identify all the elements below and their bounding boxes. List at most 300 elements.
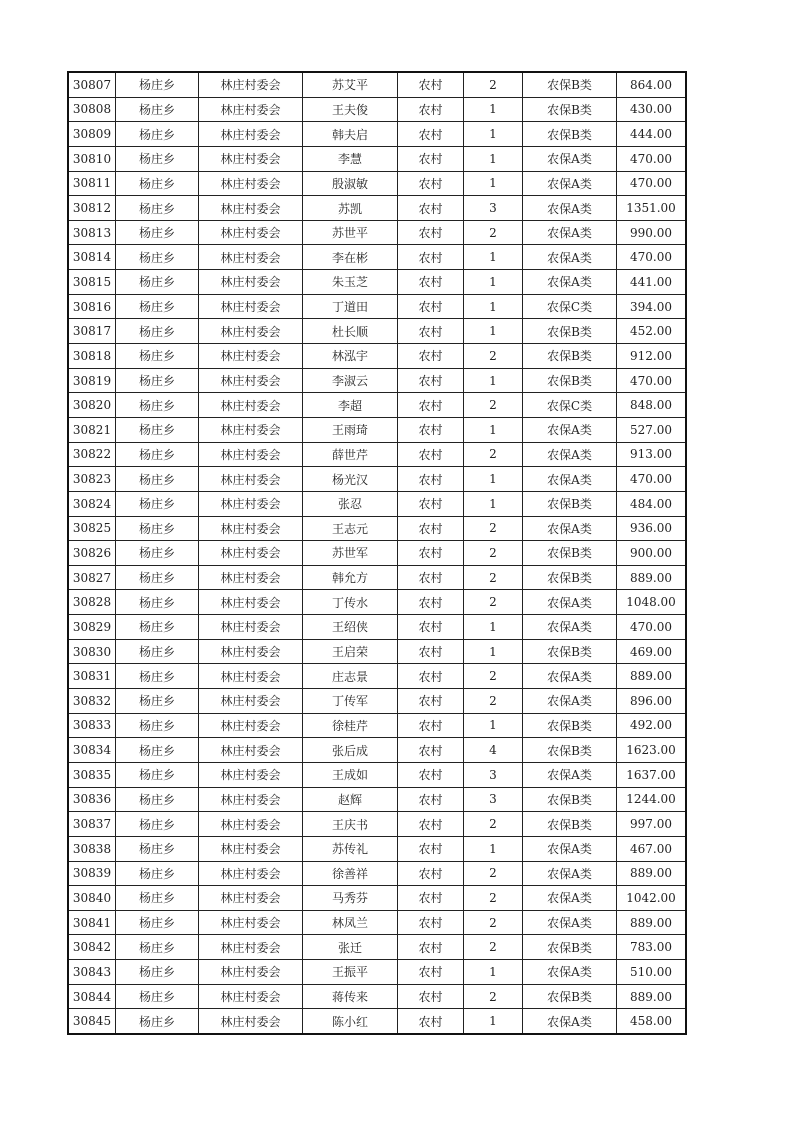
amount-cell: 452.00 [617,319,687,344]
township-cell: 杨庄乡 [116,787,199,812]
household-type-cell: 农村 [398,984,464,1009]
table-row [68,886,686,911]
amount-cell: 889.00 [617,565,687,590]
serial-number-cell: 30833 [68,713,116,738]
insurance-category-cell: 农保B类 [523,97,617,122]
township-cell: 杨庄乡 [116,935,199,960]
name-cell: 杨光汉 [303,467,398,492]
table-row [68,72,686,97]
serial-number-cell: 30814 [68,245,116,270]
member-count-cell: 2 [464,541,523,566]
table-row [68,689,686,714]
insurance-category-cell: 农保B类 [523,344,617,369]
member-count-cell: 3 [464,762,523,787]
serial-number-cell: 30821 [68,417,116,442]
member-count-cell: 2 [464,516,523,541]
name-cell: 林泓宇 [303,344,398,369]
member-count-cell: 2 [464,565,523,590]
insurance-category-cell: 农保A类 [523,467,617,492]
township-cell: 杨庄乡 [116,713,199,738]
name-cell: 王成如 [303,762,398,787]
member-count-cell: 2 [464,812,523,837]
insurance-category-cell: 农保B类 [523,368,617,393]
household-type-cell: 农村 [398,245,464,270]
village-committee-cell: 林庄村委会 [199,417,303,442]
table-row [68,516,686,541]
member-count-cell: 3 [464,196,523,221]
village-committee-cell: 林庄村委会 [199,861,303,886]
table-row [68,960,686,985]
household-type-cell: 农村 [398,467,464,492]
village-committee-cell: 林庄村委会 [199,122,303,147]
amount-cell: 889.00 [617,664,687,689]
serial-number-cell: 30824 [68,491,116,516]
name-cell: 苏艾平 [303,72,398,97]
village-committee-cell: 林庄村委会 [199,762,303,787]
name-cell: 陈小红 [303,1009,398,1034]
insurance-category-cell: 农保A类 [523,196,617,221]
member-count-cell: 2 [464,886,523,911]
township-cell: 杨庄乡 [116,146,199,171]
table-row [68,171,686,196]
insurance-category-cell: 农保A类 [523,270,617,295]
village-committee-cell: 林庄村委会 [199,196,303,221]
insurance-category-cell: 农保A类 [523,960,617,985]
township-cell: 杨庄乡 [116,565,199,590]
village-committee-cell: 林庄村委会 [199,220,303,245]
serial-number-cell: 30826 [68,541,116,566]
table-body [68,72,686,1034]
name-cell: 丁传军 [303,689,398,714]
member-count-cell: 2 [464,72,523,97]
serial-number-cell: 30838 [68,836,116,861]
member-count-cell: 3 [464,787,523,812]
serial-number-cell: 30822 [68,442,116,467]
name-cell: 张忍 [303,491,398,516]
name-cell: 李慧 [303,146,398,171]
village-committee-cell: 林庄村委会 [199,368,303,393]
township-cell: 杨庄乡 [116,812,199,837]
amount-cell: 1048.00 [617,590,687,615]
village-committee-cell: 林庄村委会 [199,812,303,837]
household-type-cell: 农村 [398,270,464,295]
household-type-cell: 农村 [398,639,464,664]
serial-number-cell: 30818 [68,344,116,369]
township-cell: 杨庄乡 [116,72,199,97]
insurance-category-cell: 农保B类 [523,72,617,97]
insurance-category-cell: 农保B类 [523,122,617,147]
insurance-category-cell: 农保A类 [523,861,617,886]
village-committee-cell: 林庄村委会 [199,689,303,714]
name-cell: 李超 [303,393,398,418]
village-committee-cell: 林庄村委会 [199,1009,303,1034]
name-cell: 张迁 [303,935,398,960]
township-cell: 杨庄乡 [116,491,199,516]
data-table [67,71,687,1035]
member-count-cell: 2 [464,861,523,886]
serial-number-cell: 30829 [68,615,116,640]
member-count-cell: 2 [464,442,523,467]
township-cell: 杨庄乡 [116,368,199,393]
township-cell: 杨庄乡 [116,590,199,615]
table-row [68,565,686,590]
name-cell: 徐善祥 [303,861,398,886]
name-cell: 王志元 [303,516,398,541]
table-row [68,319,686,344]
village-committee-cell: 林庄村委会 [199,97,303,122]
member-count-cell: 1 [464,245,523,270]
name-cell: 赵辉 [303,787,398,812]
household-type-cell: 农村 [398,319,464,344]
member-count-cell: 1 [464,417,523,442]
amount-cell: 470.00 [617,467,687,492]
insurance-category-cell: 农保A类 [523,836,617,861]
table-row [68,220,686,245]
village-committee-cell: 林庄村委会 [199,516,303,541]
township-cell: 杨庄乡 [116,664,199,689]
name-cell: 张后成 [303,738,398,763]
name-cell: 丁传水 [303,590,398,615]
village-committee-cell: 林庄村委会 [199,442,303,467]
member-count-cell: 1 [464,713,523,738]
township-cell: 杨庄乡 [116,417,199,442]
amount-cell: 469.00 [617,639,687,664]
table-row [68,738,686,763]
name-cell: 殷淑敏 [303,171,398,196]
amount-cell: 896.00 [617,689,687,714]
member-count-cell: 2 [464,393,523,418]
table-row [68,417,686,442]
amount-cell: 444.00 [617,122,687,147]
township-cell: 杨庄乡 [116,762,199,787]
amount-cell: 912.00 [617,344,687,369]
insurance-category-cell: 农保B类 [523,787,617,812]
insurance-category-cell: 农保A类 [523,615,617,640]
name-cell: 韩夫启 [303,122,398,147]
serial-number-cell: 30843 [68,960,116,985]
village-committee-cell: 林庄村委会 [199,171,303,196]
amount-cell: 467.00 [617,836,687,861]
village-committee-cell: 林庄村委会 [199,713,303,738]
household-type-cell: 农村 [398,935,464,960]
township-cell: 杨庄乡 [116,344,199,369]
insurance-category-cell: 农保A类 [523,442,617,467]
serial-number-cell: 30839 [68,861,116,886]
insurance-category-cell: 农保A类 [523,146,617,171]
insurance-category-cell: 农保A类 [523,886,617,911]
amount-cell: 458.00 [617,1009,687,1034]
village-committee-cell: 林庄村委会 [199,565,303,590]
village-committee-cell: 林庄村委会 [199,836,303,861]
township-cell: 杨庄乡 [116,245,199,270]
table-row [68,787,686,812]
village-committee-cell: 林庄村委会 [199,270,303,295]
amount-cell: 394.00 [617,294,687,319]
name-cell: 丁道田 [303,294,398,319]
serial-number-cell: 30842 [68,935,116,960]
amount-cell: 470.00 [617,171,687,196]
insurance-category-cell: 农保C类 [523,393,617,418]
insurance-category-cell: 农保B类 [523,713,617,738]
village-committee-cell: 林庄村委会 [199,886,303,911]
village-committee-cell: 林庄村委会 [199,541,303,566]
amount-cell: 470.00 [617,146,687,171]
member-count-cell: 2 [464,984,523,1009]
household-type-cell: 农村 [398,836,464,861]
village-committee-cell: 林庄村委会 [199,393,303,418]
insurance-category-cell: 农保C类 [523,294,617,319]
township-cell: 杨庄乡 [116,836,199,861]
village-committee-cell: 林庄村委会 [199,491,303,516]
insurance-category-cell: 农保B类 [523,491,617,516]
member-count-cell: 1 [464,294,523,319]
household-type-cell: 农村 [398,787,464,812]
insurance-category-cell: 农保A类 [523,245,617,270]
serial-number-cell: 30808 [68,97,116,122]
name-cell: 马秀芬 [303,886,398,911]
serial-number-cell: 30832 [68,689,116,714]
insurance-category-cell: 农保A类 [523,220,617,245]
insurance-category-cell: 农保B类 [523,984,617,1009]
serial-number-cell: 30813 [68,220,116,245]
name-cell: 朱玉芝 [303,270,398,295]
table-row [68,812,686,837]
amount-cell: 1623.00 [617,738,687,763]
township-cell: 杨庄乡 [116,516,199,541]
name-cell: 苏世军 [303,541,398,566]
amount-cell: 470.00 [617,245,687,270]
insurance-category-cell: 农保A类 [523,516,617,541]
serial-number-cell: 30810 [68,146,116,171]
name-cell: 王雨琦 [303,417,398,442]
township-cell: 杨庄乡 [116,467,199,492]
village-committee-cell: 林庄村委会 [199,738,303,763]
name-cell: 王启荣 [303,639,398,664]
member-count-cell: 2 [464,689,523,714]
name-cell: 苏传礼 [303,836,398,861]
member-count-cell: 1 [464,122,523,147]
amount-cell: 470.00 [617,615,687,640]
household-type-cell: 农村 [398,72,464,97]
member-count-cell: 1 [464,1009,523,1034]
member-count-cell: 1 [464,467,523,492]
name-cell: 王振平 [303,960,398,985]
amount-cell: 889.00 [617,910,687,935]
insurance-category-cell: 农保A类 [523,689,617,714]
member-count-cell: 2 [464,590,523,615]
serial-number-cell: 30827 [68,565,116,590]
serial-number-cell: 30816 [68,294,116,319]
village-committee-cell: 林庄村委会 [199,72,303,97]
serial-number-cell: 30835 [68,762,116,787]
member-count-cell: 1 [464,615,523,640]
township-cell: 杨庄乡 [116,393,199,418]
insurance-category-cell: 农保A类 [523,171,617,196]
name-cell: 李淑云 [303,368,398,393]
village-committee-cell: 林庄村委会 [199,344,303,369]
household-type-cell: 农村 [398,738,464,763]
serial-number-cell: 30820 [68,393,116,418]
township-cell: 杨庄乡 [116,122,199,147]
table-row [68,245,686,270]
village-committee-cell: 林庄村委会 [199,245,303,270]
household-type-cell: 农村 [398,491,464,516]
member-count-cell: 2 [464,344,523,369]
household-type-cell: 农村 [398,541,464,566]
serial-number-cell: 30840 [68,886,116,911]
amount-cell: 484.00 [617,491,687,516]
household-type-cell: 农村 [398,196,464,221]
serial-number-cell: 30831 [68,664,116,689]
member-count-cell: 1 [464,836,523,861]
insurance-category-cell: 农保A类 [523,417,617,442]
name-cell: 王绍侠 [303,615,398,640]
household-type-cell: 农村 [398,615,464,640]
name-cell: 林凤兰 [303,910,398,935]
insurance-category-cell: 农保B类 [523,541,617,566]
serial-number-cell: 30837 [68,812,116,837]
name-cell: 杜长顺 [303,319,398,344]
name-cell: 苏凯 [303,196,398,221]
table-row [68,762,686,787]
township-cell: 杨庄乡 [116,960,199,985]
village-committee-cell: 林庄村委会 [199,467,303,492]
township-cell: 杨庄乡 [116,541,199,566]
insurance-category-cell: 农保B类 [523,565,617,590]
insurance-category-cell: 农保A类 [523,590,617,615]
amount-cell: 470.00 [617,368,687,393]
table-row [68,713,686,738]
table-row [68,491,686,516]
amount-cell: 1351.00 [617,196,687,221]
household-type-cell: 农村 [398,861,464,886]
table-row [68,294,686,319]
household-type-cell: 农村 [398,762,464,787]
township-cell: 杨庄乡 [116,689,199,714]
amount-cell: 527.00 [617,417,687,442]
serial-number-cell: 30812 [68,196,116,221]
table-row [68,393,686,418]
village-committee-cell: 林庄村委会 [199,590,303,615]
serial-number-cell: 30844 [68,984,116,1009]
household-type-cell: 农村 [398,713,464,738]
member-count-cell: 1 [464,368,523,393]
amount-cell: 889.00 [617,861,687,886]
member-count-cell: 1 [464,146,523,171]
household-type-cell: 农村 [398,368,464,393]
serial-number-cell: 30825 [68,516,116,541]
amount-cell: 492.00 [617,713,687,738]
township-cell: 杨庄乡 [116,910,199,935]
amount-cell: 441.00 [617,270,687,295]
village-committee-cell: 林庄村委会 [199,664,303,689]
amount-cell: 990.00 [617,220,687,245]
member-count-cell: 2 [464,664,523,689]
village-committee-cell: 林庄村委会 [199,615,303,640]
name-cell: 薛世芹 [303,442,398,467]
table-row [68,639,686,664]
name-cell: 苏世平 [303,220,398,245]
member-count-cell: 2 [464,935,523,960]
name-cell: 庄志景 [303,664,398,689]
amount-cell: 783.00 [617,935,687,960]
serial-number-cell: 30807 [68,72,116,97]
insurance-category-cell: 农保B类 [523,935,617,960]
name-cell: 王庆书 [303,812,398,837]
name-cell: 王夫俊 [303,97,398,122]
name-cell: 韩允方 [303,565,398,590]
amount-cell: 510.00 [617,960,687,985]
table-row [68,1009,686,1034]
insurance-category-cell: 农保B类 [523,639,617,664]
serial-number-cell: 30830 [68,639,116,664]
household-type-cell: 农村 [398,886,464,911]
table-row [68,664,686,689]
household-type-cell: 农村 [398,393,464,418]
serial-number-cell: 30828 [68,590,116,615]
township-cell: 杨庄乡 [116,639,199,664]
amount-cell: 889.00 [617,984,687,1009]
township-cell: 杨庄乡 [116,97,199,122]
amount-cell: 1244.00 [617,787,687,812]
household-type-cell: 农村 [398,442,464,467]
township-cell: 杨庄乡 [116,738,199,763]
township-cell: 杨庄乡 [116,196,199,221]
amount-cell: 913.00 [617,442,687,467]
name-cell: 李在彬 [303,245,398,270]
serial-number-cell: 30841 [68,910,116,935]
serial-number-cell: 30817 [68,319,116,344]
member-count-cell: 2 [464,910,523,935]
insurance-category-cell: 农保A类 [523,1009,617,1034]
table-row [68,368,686,393]
household-type-cell: 农村 [398,910,464,935]
township-cell: 杨庄乡 [116,220,199,245]
name-cell: 徐桂芹 [303,713,398,738]
serial-number-cell: 30845 [68,1009,116,1034]
table-row [68,467,686,492]
village-committee-cell: 林庄村委会 [199,960,303,985]
township-cell: 杨庄乡 [116,294,199,319]
insurance-category-cell: 农保A类 [523,910,617,935]
household-type-cell: 农村 [398,1009,464,1034]
serial-number-cell: 30836 [68,787,116,812]
household-type-cell: 农村 [398,590,464,615]
household-type-cell: 农村 [398,417,464,442]
insurance-category-cell: 农保A类 [523,664,617,689]
township-cell: 杨庄乡 [116,1009,199,1034]
member-count-cell: 1 [464,639,523,664]
village-committee-cell: 林庄村委会 [199,639,303,664]
table-row [68,97,686,122]
township-cell: 杨庄乡 [116,615,199,640]
household-type-cell: 农村 [398,220,464,245]
amount-cell: 430.00 [617,97,687,122]
township-cell: 杨庄乡 [116,319,199,344]
table-row [68,861,686,886]
village-committee-cell: 林庄村委会 [199,146,303,171]
member-count-cell: 2 [464,220,523,245]
amount-cell: 1042.00 [617,886,687,911]
township-cell: 杨庄乡 [116,886,199,911]
serial-number-cell: 30819 [68,368,116,393]
amount-cell: 848.00 [617,393,687,418]
insurance-category-cell: 农保B类 [523,319,617,344]
member-count-cell: 1 [464,270,523,295]
insurance-category-cell: 农保A类 [523,762,617,787]
township-cell: 杨庄乡 [116,171,199,196]
table-row [68,196,686,221]
